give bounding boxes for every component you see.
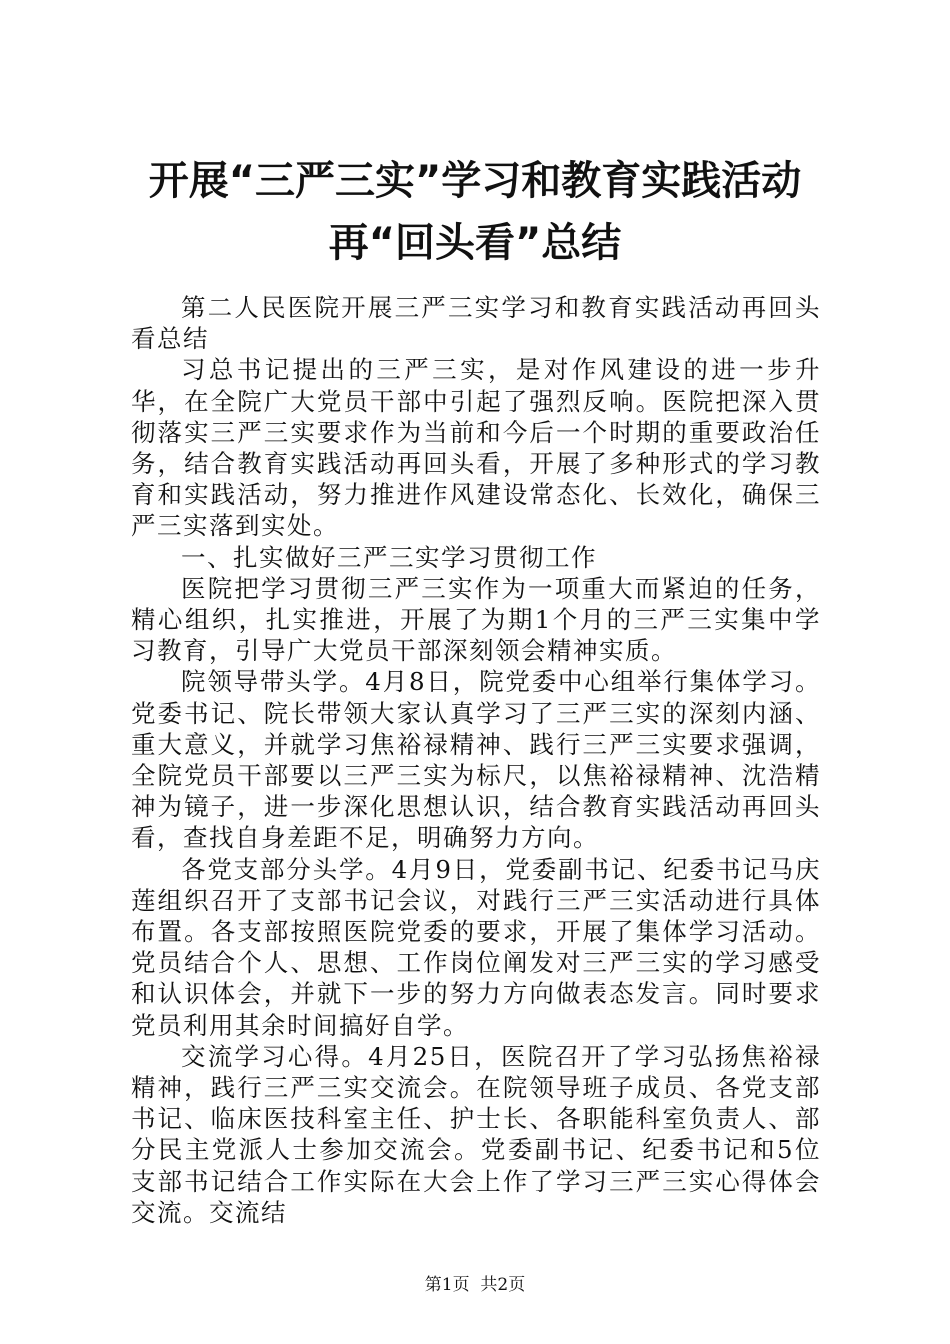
paragraph-intro: 习总书记提出的三严三实，是对作风建设的进一步升华，在全院广大党员干部中引起了强烈反响。医院把深入贯彻落实三严三实要求作为当前和今后一个时期的重要政治任务，结合教育实践活动再回头看，开展了多种形式的学习教育和实践活动，努力推进作风建设常态化、长效化，确保三严三实落到实处。 (131, 355, 821, 541)
paragraph-branches-study: 各党支部分头学。4月9日，党委副书记、纪委书记马庆莲组织召开了支部书记会议，对践行三严三实活动进行具体布置。各支部按照医院党委的要求，开展了集体学习活动。党员结合个人、思想、工作岗位阐发对三严三实的学习感受和认识体会，并就下一步的努力方向做表态发言。同时要求党员利用其余时间搞好自学。 (131, 854, 821, 1040)
paragraph-exchange: 交流学习心得。4月25日，医院召开了学习弘扬焦裕禄精神，践行三严三实交流会。在院领导班子成员、各党支部书记、临床医技科室主任、护士长、各职能科室负责人、部分民主党派人士参加交流会。党委副书记、纪委书记和5位支部书记结合工作实际在大会上作了学习三严三实心得体会交流。交流结 (131, 1041, 821, 1227)
document-body (131, 292, 821, 1228)
paragraph-overview: 医院把学习贯彻三严三实作为一项重大而紧迫的任务，精心组织，扎实推进，开展了为期1个月的三严三实集中学习教育，引导广大党员干部深刻领会精神实质。 (131, 573, 821, 666)
paragraph-leaders-study: 院领导带头学。4月8日，院党委中心组举行集体学习。党委书记、院长带领大家认真学习了三严三实的深刻内涵、重大意义，并就学习焦裕禄精神、践行三严三实要求强调，全院党员干部要以三严三实为标尺，以焦裕禄精神、沈浩精神为镜子，进一步深化思想认识，结合教育实践活动再回头看，查找自身差距不足，明确努力方向。 (131, 667, 821, 853)
page-number: 第1页 共2页 (424, 1275, 526, 1295)
paragraph-subtitle: 第二人民医院开展三严三实学习和教育实践活动再回头看总结 (131, 293, 821, 354)
section-heading: 一、扎实做好三严三实学习贯彻工作 (181, 542, 597, 572)
page-footer (0, 1274, 950, 1296)
document-title: 开展“三严三实”学习和教育实践活动再“回头看”总结 (148, 158, 802, 266)
